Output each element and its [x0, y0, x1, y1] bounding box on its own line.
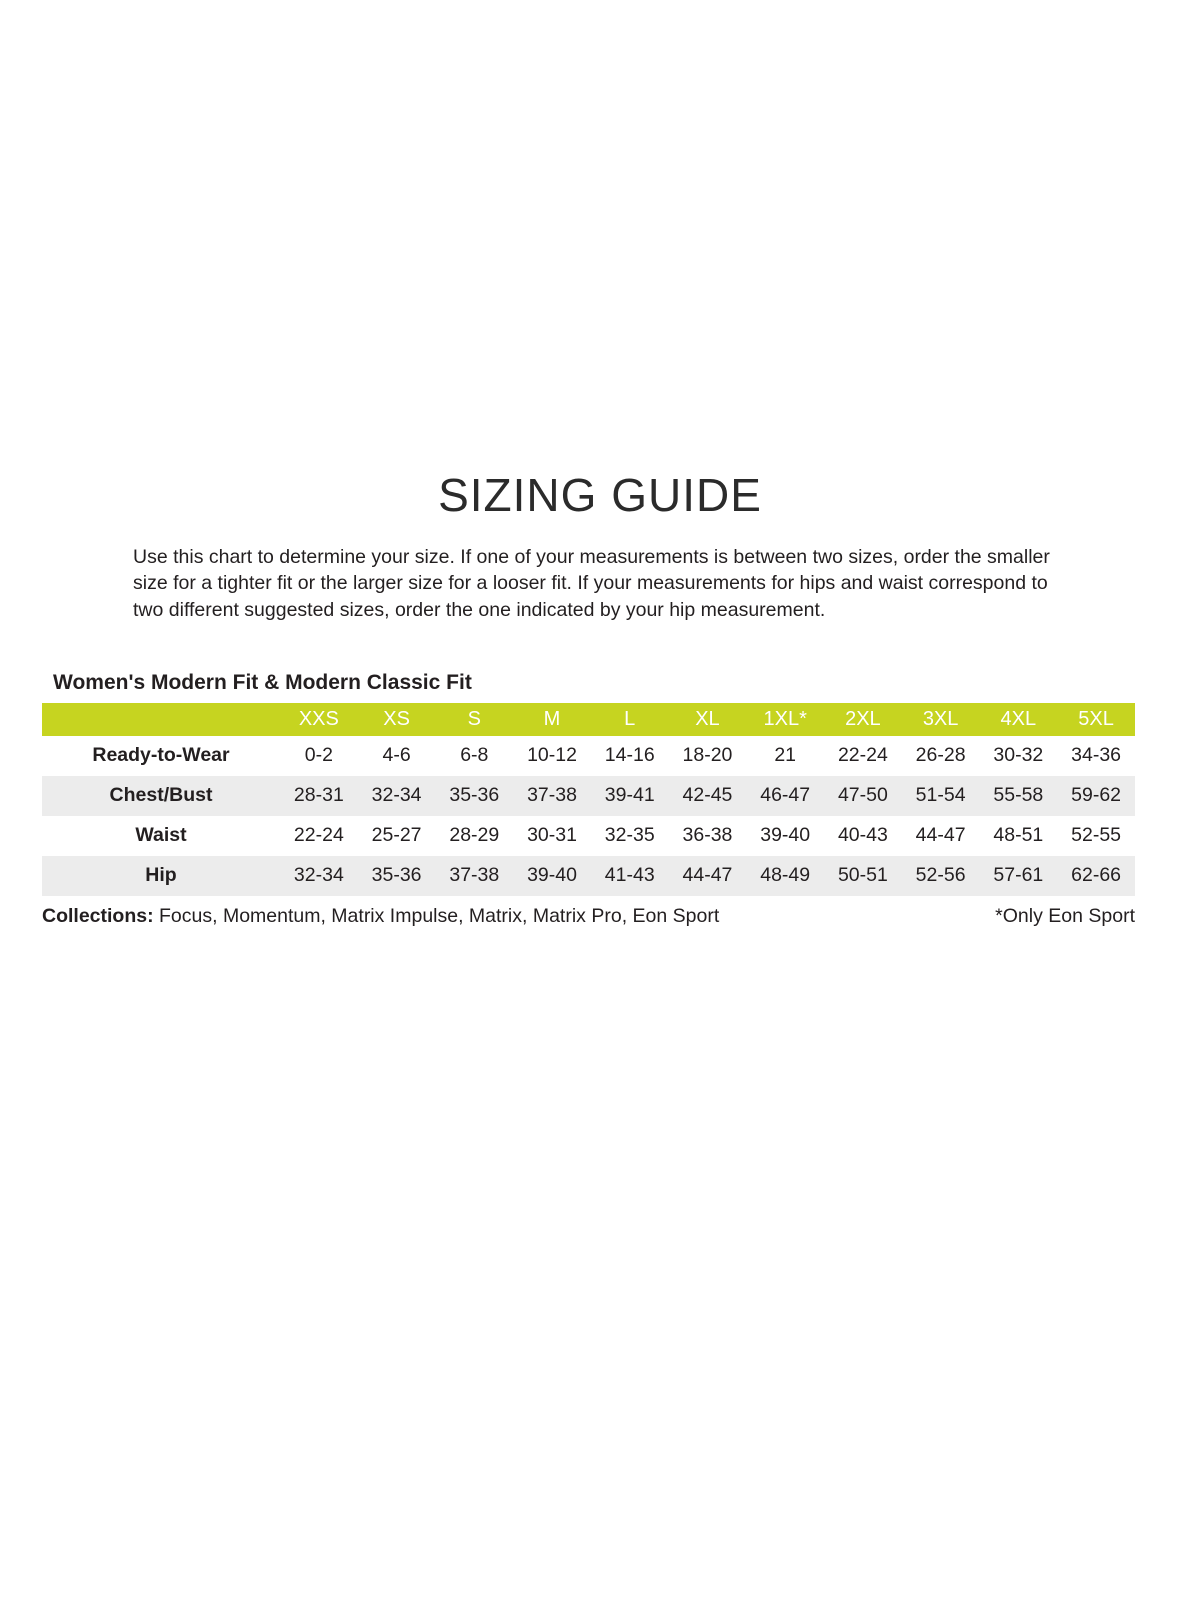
header-cell: 1XL*: [746, 703, 824, 736]
table-cell: 32-35: [604, 824, 655, 847]
header-cell: XL: [669, 703, 747, 736]
table-cell: 47-50: [837, 784, 888, 807]
header-cell: 3XL: [902, 703, 980, 736]
table-cell: 21: [774, 744, 797, 767]
table-cell: 39-40: [760, 824, 811, 847]
collections-label: Collections:: [42, 904, 154, 927]
collections-line: [42, 905, 1135, 928]
table-cell: 52-56: [915, 864, 966, 887]
table-cell: 37-38: [527, 784, 577, 807]
table-cell: 52-55: [1071, 824, 1122, 847]
table-cell: 50-51: [837, 864, 888, 887]
table-cell: 44-47: [682, 864, 733, 887]
table-cell: 37-38: [449, 864, 500, 887]
header-cell: S: [435, 703, 513, 736]
size-table: [42, 703, 1135, 896]
header-cell: 4XL: [979, 703, 1057, 736]
header-cell-blank: [42, 703, 280, 736]
section-heading: Women's Modern Fit & Modern Classic Fit: [53, 670, 472, 694]
header-cell: M: [513, 703, 591, 736]
row-label: Waist: [135, 824, 187, 847]
row-label: Chest/Bust: [109, 784, 213, 807]
table-cell: 41-43: [604, 864, 655, 887]
page-title: SIZING GUIDE: [438, 469, 762, 521]
table-cell: 28-31: [293, 784, 344, 807]
table-cell: 4-6: [382, 744, 411, 767]
table-cell: 30-31: [527, 824, 577, 847]
table-cell: 57-61: [993, 864, 1044, 887]
table-row-hip: [42, 856, 1135, 896]
table-cell: 55-58: [993, 784, 1044, 807]
collections-list: Focus, Momentum, Matrix Impulse, Matrix, Matrix Pro, Eon Sport: [153, 904, 720, 927]
table-cell: 25-27: [371, 824, 422, 847]
table-cell: 42-45: [682, 784, 733, 807]
header-cell: 2XL: [824, 703, 902, 736]
table-cell: 40-43: [837, 824, 888, 847]
table-cell: 30-32: [993, 744, 1044, 767]
table-cell: 48-51: [993, 824, 1044, 847]
table-cell: 32-34: [293, 864, 344, 887]
table-cell: 48-49: [760, 864, 811, 887]
table-row-chest-bust: [42, 776, 1135, 816]
header-cell: 5XL: [1057, 703, 1135, 736]
table-cell: 10-12: [527, 744, 577, 767]
table-cell: 22-24: [837, 744, 888, 767]
table-cell: 51-54: [915, 784, 966, 807]
header-cell: XXS: [280, 703, 358, 736]
table-cell: 6-8: [460, 744, 489, 767]
table-row-waist: [42, 816, 1135, 856]
size-table-header: [42, 703, 1135, 736]
table-cell: 39-41: [604, 784, 655, 807]
table-cell: 18-20: [682, 744, 733, 767]
table-cell: 59-62: [1071, 784, 1122, 807]
table-row-ready-to-wear: [42, 736, 1135, 776]
table-cell: 34-36: [1071, 744, 1122, 767]
header-cell: XS: [358, 703, 436, 736]
table-cell: 28-29: [449, 824, 500, 847]
table-cell: 0-2: [304, 744, 333, 767]
collections-text-group: [42, 905, 719, 928]
table-cell: 44-47: [915, 824, 966, 847]
footnote-only-eon-sport: *Only Eon Sport: [995, 904, 1135, 927]
table-cell: 46-47: [760, 784, 811, 807]
table-cell: 32-34: [371, 784, 422, 807]
row-label: Ready-to-Wear: [92, 744, 230, 767]
table-cell: 36-38: [682, 824, 733, 847]
table-cell: 62-66: [1071, 864, 1122, 887]
header-cell: L: [591, 703, 669, 736]
table-cell: 14-16: [604, 744, 655, 767]
intro-paragraph: Use this chart to determine your size. If one of your measurements is between two sizes, order the smaller size for a tighter fit or the larger size for a looser fit. If your measurements for hips and waist correspond to two different suggested sizes, order the one indicated by your hip measurement.: [133, 546, 1050, 621]
table-cell: 26-28: [915, 744, 966, 767]
header-row: [42, 703, 1135, 736]
table-cell: 39-40: [527, 864, 577, 887]
row-label: Hip: [145, 864, 177, 887]
table-cell: 35-36: [449, 784, 500, 807]
table-cell: 22-24: [293, 824, 344, 847]
table-cell: 35-36: [371, 864, 422, 887]
